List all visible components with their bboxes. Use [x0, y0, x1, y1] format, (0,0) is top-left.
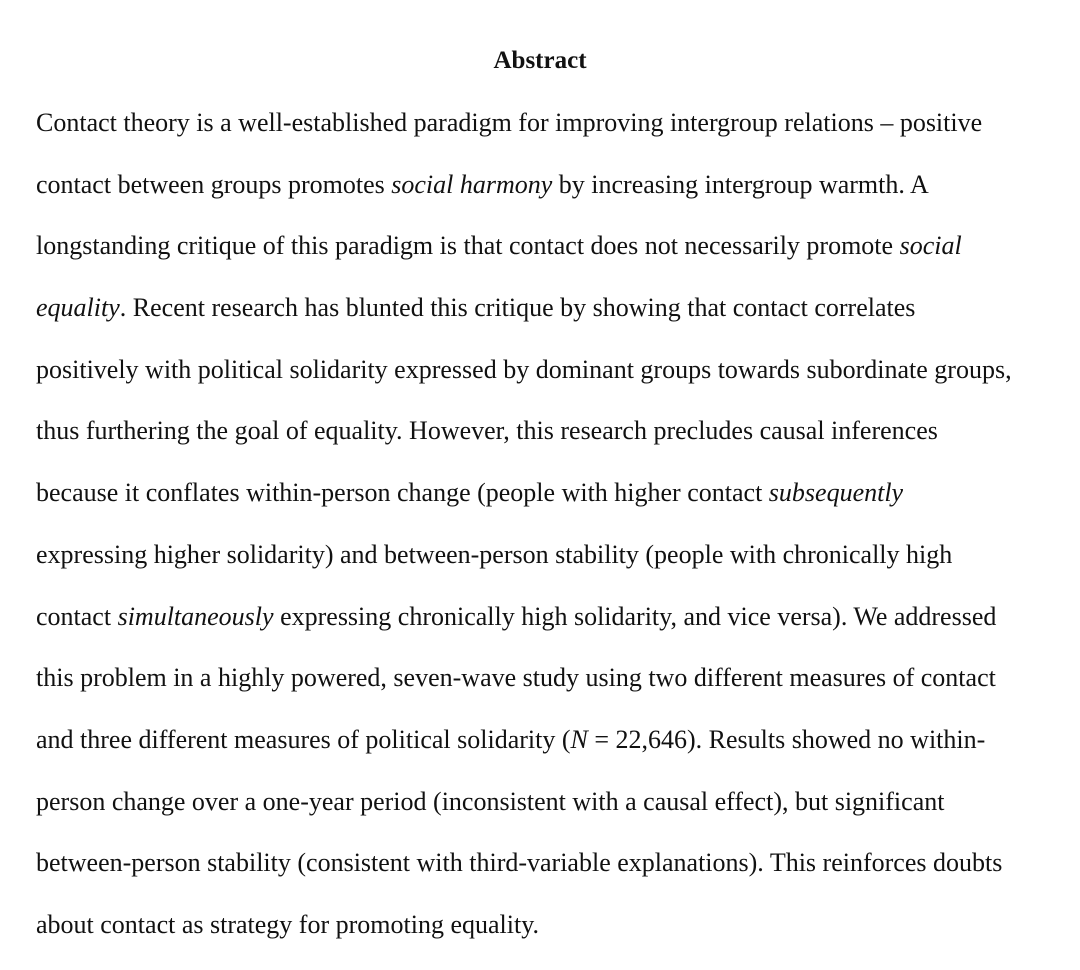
abstract-line [36, 771, 1048, 833]
text-run: between-person stability (consistent with third-variable explanations). This reinforces doubts [36, 848, 1003, 878]
text-run: because it conflates within-person change (people with higher contact [36, 478, 769, 508]
abstract-line [36, 339, 1048, 401]
text-run: Contact theory is a well-established paradigm for improving intergroup relations – positive [36, 108, 983, 137]
abstract-line [36, 92, 1048, 154]
italic-text: social [899, 231, 962, 261]
italic-text: social harmony [391, 169, 553, 199]
abstract-line [36, 277, 1048, 339]
abstract-line [36, 586, 1048, 648]
abstract-line [36, 400, 1048, 462]
abstract-line [36, 524, 1048, 586]
text-run: about contact as strategy for promoting equality. [36, 909, 540, 939]
text-run: by increasing intergroup warmth. A [552, 169, 929, 199]
text-run: = 22,646). Results showed no within- [587, 724, 986, 754]
abstract-line [36, 832, 1048, 894]
abstract-line [36, 215, 1048, 277]
text-run: person change over a one-year period (inconsistent with a causal effect), but significant [36, 786, 945, 816]
text-run: this problem in a highly powered, seven-wave study using two different measures of contact [36, 663, 996, 693]
text-run: expressing chronically high solidarity, and vice versa). We addressed [273, 601, 997, 631]
text-run: expressing higher solidarity) and between-person stability (people with chronically high [36, 539, 953, 569]
text-run: longstanding critique of this paradigm is that contact does not necessarily promote [36, 231, 900, 261]
abstract-line [36, 709, 1048, 771]
text-run: and three different measures of political solidarity ( [36, 724, 571, 754]
text-run: positively with political solidarity expressed by dominant groups towards subordinate groups, [36, 354, 1012, 384]
italic-text: simultaneously [117, 601, 274, 631]
italic-text: N [570, 724, 588, 754]
abstract-line [36, 462, 1048, 524]
text-run: . Recent research has blunted this critique by showing that contact correlates [119, 293, 916, 323]
italic-text: subsequently [768, 478, 904, 508]
abstract-body [36, 92, 1048, 956]
abstract-line [36, 154, 1048, 216]
text-run: thus furthering the goal of equality. However, this research precludes causal inferences [36, 416, 938, 446]
abstract-line [36, 647, 1048, 709]
italic-text: equality [36, 293, 120, 323]
abstract-line [36, 894, 1048, 956]
text-run: contact between groups promotes [36, 169, 392, 199]
text-run: contact [36, 601, 118, 631]
abstract-heading: Abstract [493, 47, 587, 74]
